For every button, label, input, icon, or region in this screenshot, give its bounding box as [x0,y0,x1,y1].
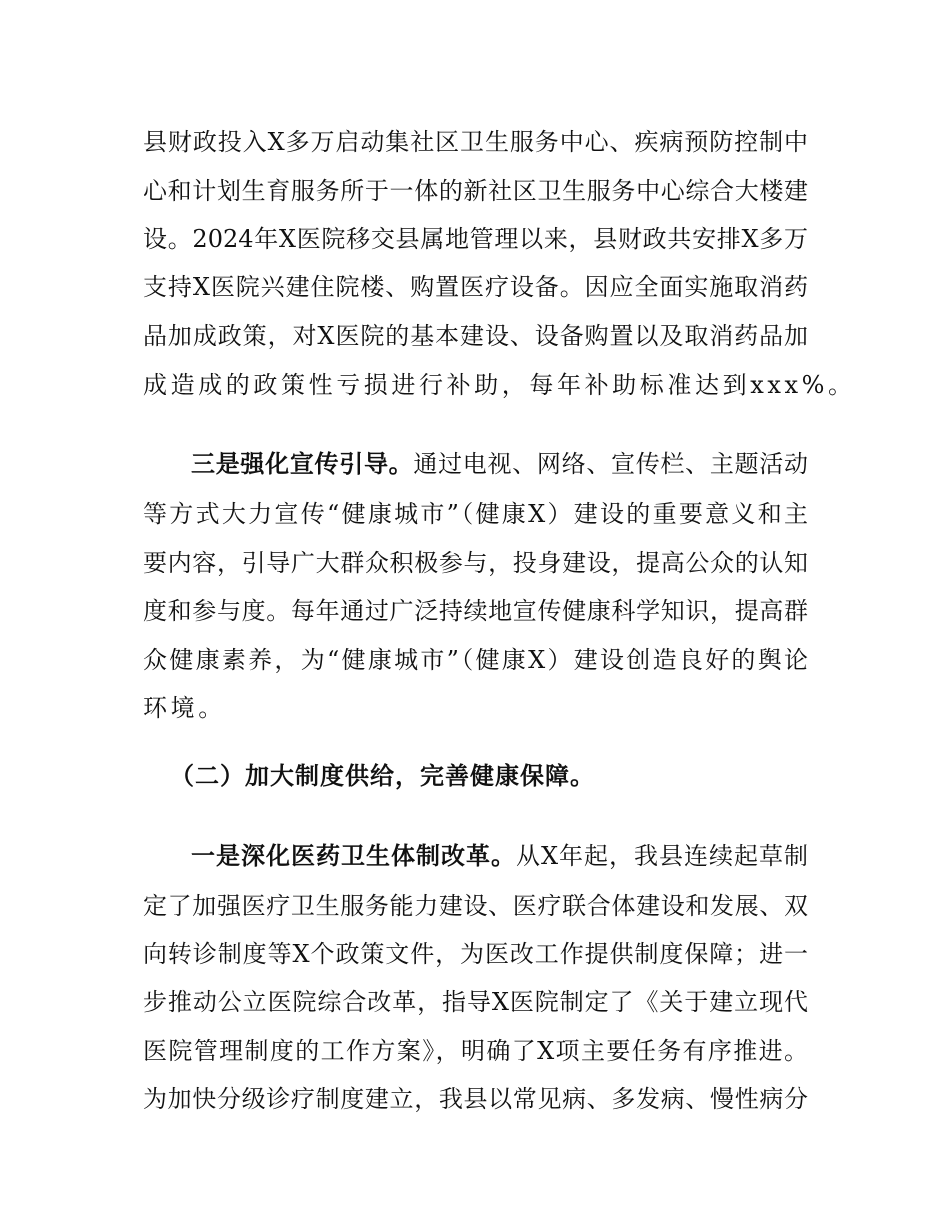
text-line: 医院管理制度的工作方案》，明确了X项主要任务有序推进。 [143,1037,808,1065]
text-line: 等方式大力宣传“健康城市”（健康X）建设的重要意义和主 [143,500,808,528]
text-line: 定了加强医疗卫生服务能力建设、医疗联合体建设和发展、双 [143,892,808,920]
text-line: 度和参与度。每年通过广泛持续地宣传健康科学知识，提高群 [143,597,808,625]
text-line: 为加快分级诊疗制度建立，我县以常见病、多发病、慢性病分 [143,1085,808,1113]
text-line: 众健康素养，为“健康城市”（健康X）建设创造良好的舆论 [143,646,808,674]
text-line: 设。2024年X医院移交县属地管理以来，县财政共安排X多万 [143,225,808,253]
text-span: 从X年起，我县连续起草制 [515,842,808,870]
text-line: 成造成的政策性亏损进行补助，每年补助标准达到xxx%。 [143,371,856,399]
text-line: 环境。 [143,694,226,722]
text-line: 支持X医院兴建住院楼、购置医疗设备。因应全面实施取消药 [143,273,808,301]
text-line: 心和计划生育服务所于一体的新社区卫生服务中心综合大楼建 [143,177,808,205]
text-line: 品加成政策，对X医院的基本建设、设备购置以及取消药品加 [143,322,808,350]
text-span: 通过电视、网络、宣传栏、主题活动 [413,450,808,478]
text-line: 步推动公立医院综合改革，指导X医院制定了《关于建立现代 [143,988,808,1016]
text-line: 要内容，引导广大群众积极参与，投身建设，提高公众的认知 [143,549,808,577]
text-line: 向转诊制度等X个政策文件，为医改工作提供制度保障；进一 [143,940,808,968]
text-line: 县财政投入X多万启动集社区卫生服务中心、疾病预防控制中 [143,128,808,156]
text-line [191,449,808,479]
text-line [191,841,808,871]
lead-phrase: 一是深化医药卫生体制改革。 [191,842,516,870]
lead-phrase: 三是强化宣传引导。 [191,450,414,478]
section-heading: （二）加大制度供给，完善健康保障。 [170,762,595,790]
